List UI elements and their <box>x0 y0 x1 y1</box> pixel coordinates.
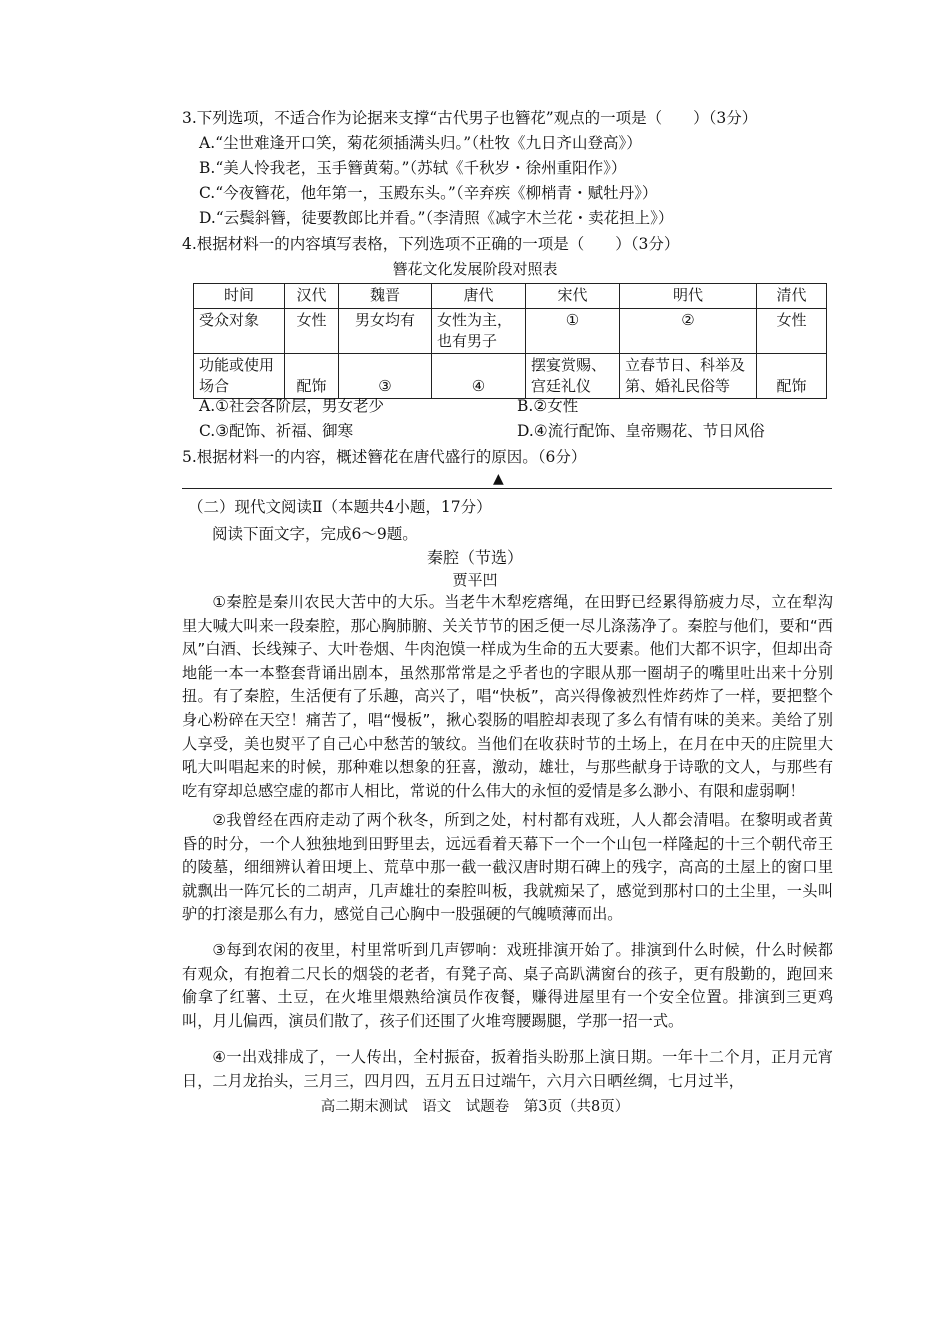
table-row-function <box>194 354 827 399</box>
table-cell: 明代 <box>620 284 757 309</box>
table-cell: ② <box>620 309 757 354</box>
article-paragraph-4: ④一出戏排成了，一人传出，全村振奋，扳着指头盼那上演日期。一年十二个月，正月元宵日，二月龙抬头，三月三，四月四，五月五日过端午，六月六日晒丝绸，七月过半， <box>182 1048 833 1090</box>
question-5-stem: 5.根据材料一的内容，概述簪花在唐代盛行的原因。（6分） <box>182 448 587 466</box>
question-4-option-a: A.①社会各阶层，男女老少 <box>199 397 385 415</box>
table-cell: ① <box>526 309 620 354</box>
table-cell: 配饰 <box>757 354 827 399</box>
question-3-option-d: D.“云鬓斜簪，徒要教郎比并看。”（李清照《减字木兰花・卖花担上》） <box>199 209 674 227</box>
question-3-stem: 3.下列选项，不适合作为论据来支撑“古代男子也簪花”观点的一项是（ ）（3分） <box>182 109 758 127</box>
table-cell: 女性 <box>757 309 827 354</box>
table-cell: 女性为主，也有男子 <box>432 309 526 354</box>
page-footer: 高二期末测试 语文 试题卷 第3页（共8页） <box>320 1099 630 1115</box>
article-paragraph-2: ②我曾经在西府走动了两个秋冬，所到之处，村村都有戏班，人人都会清唱。在黎明或者黄昏的时分，一个人独独地到田野里去，远远看着天幕下一个一个山包一样隆起的十三个朝代帝王的陵墓，细细辨认着田埂上、荒草中那一截一截汉唐时期石碑上的残字，高高的土屋上的窗口里就飘出一阵冗长的二胡声，几声雄壮的秦腔叫板，我就痴呆了，感觉到那村口的土尘里，一头叫驴的打滚是那么有力，感觉自己心胸中一股强硬的气魄喷薄而出。 <box>182 811 833 924</box>
article-paragraph-3: ③每到农闲的夜里，村里常听到几声锣响：戏班排演开始了。排演到什么时候，什么时候都有观众，有抱着二尺长的烟袋的老者，有凳子高、桌子高趴满窗台的孩子，更有殷勤的，跑回来偷拿了红薯、土豆，在火堆里煨熟给演员作夜餐，赚得进屋里有一个安全位置。排演到三更鸡叫，月儿偏西，演员们散了，孩子们还围了火堆弯腰踢腿，学那一招一式。 <box>182 941 833 1030</box>
question-3-option-a: A.“尘世难逢开口笑，菊花须插满头归。”（杜牧《九日齐山登高》） <box>199 134 642 152</box>
table-cell: 男女均有 <box>339 309 432 354</box>
table-cell: 功能或使用场合 <box>194 354 285 399</box>
table-cell: 清代 <box>757 284 827 309</box>
question-4-option-b: B.②女性 <box>517 397 579 415</box>
table-cell: 配饰 <box>285 354 339 399</box>
table-cell: 摆宴赏赐、宫廷礼仪 <box>526 354 620 399</box>
table-cell: 唐代 <box>432 284 526 309</box>
triangle-separator-icon: ▲ <box>493 471 504 487</box>
table-cell: ④ <box>432 354 526 399</box>
question-3-option-c: C.“今夜簪花，他年第一，玉殿东头。”（辛弃疾《柳梢青・赋牡丹》） <box>199 184 658 202</box>
question-4-option-d: D.④流行配饰、皇帝赐花、节日风俗 <box>517 422 765 440</box>
table-cell: 女性 <box>285 309 339 354</box>
table-header-row <box>194 284 827 309</box>
article-title: 秦腔（节选） <box>426 548 523 567</box>
table-cell: 宋代 <box>526 284 620 309</box>
table-title: 簪花文化发展阶段对照表 <box>392 260 558 278</box>
question-4-stem: 4.根据材料一的内容填写表格，下列选项不正确的一项是（ ）（3分） <box>182 235 680 253</box>
question-4-option-c: C.③配饰、祈福、御寒 <box>199 422 354 440</box>
section-divider <box>182 488 832 489</box>
section-heading: （二）现代文阅读Ⅱ（本题共4小题，17分） <box>188 498 492 516</box>
table-cell: ③ <box>339 354 432 399</box>
table-cell: 时间 <box>194 284 285 309</box>
table-row-audience <box>194 309 827 354</box>
table-cell: 受众对象 <box>194 309 285 354</box>
table-cell: 汉代 <box>285 284 339 309</box>
table-cell: 立春节日、科举及第、婚礼民俗等 <box>620 354 757 399</box>
comparison-table <box>193 283 827 399</box>
article-paragraph-1: ①秦腔是秦川农民大苦中的大乐。当老牛木犁疙瘩绳，在田野已经累得筋疲力尽，立在犁沟里大喊大叫来一段秦腔，那心胸肺腑、关关节节的困乏便一尽儿涤荡净了。秦腔与他们，要和“西凤”白酒、长线辣子、大叶卷烟、牛肉泡馍一样成为生命的五大要素。他们大都不识字，但却出奇地能一本一本整套背诵出剧本，虽然那常常是之乎者也的字眼从那一圈胡子的嘴里吐出来十分别扭。有了秦腔，生活便有了乐趣，高兴了，唱“快板”，高兴得像被烈性炸药炸了一样，要把整个身心粉碎在天空！痛苦了，唱“慢板”，揪心裂肠的唱腔却表现了多么有情有味的美来。美给了别人享受，美也熨平了自己心中愁苦的皱纹。当他们在收获时节的土场上，在月在中天的庄院里大吼大叫唱起来的时候，那种难以想象的狂喜，激动，雄壮，与那些献身于诗歌的文人，与那些有吃有穿却总感空虚的都市人相比，常说的什么伟大的永恒的爱情是多么渺小、有限和虚弱啊！ <box>182 593 833 800</box>
question-3-option-b: B.“美人怜我老，玉手簪黄菊。”（苏轼《千秋岁・徐州重阳作》） <box>199 159 627 177</box>
table-cell: 魏晋 <box>339 284 432 309</box>
article-author: 贾平凹 <box>452 571 498 589</box>
section-instruction: 阅读下面文字，完成6～9题。 <box>212 525 418 543</box>
